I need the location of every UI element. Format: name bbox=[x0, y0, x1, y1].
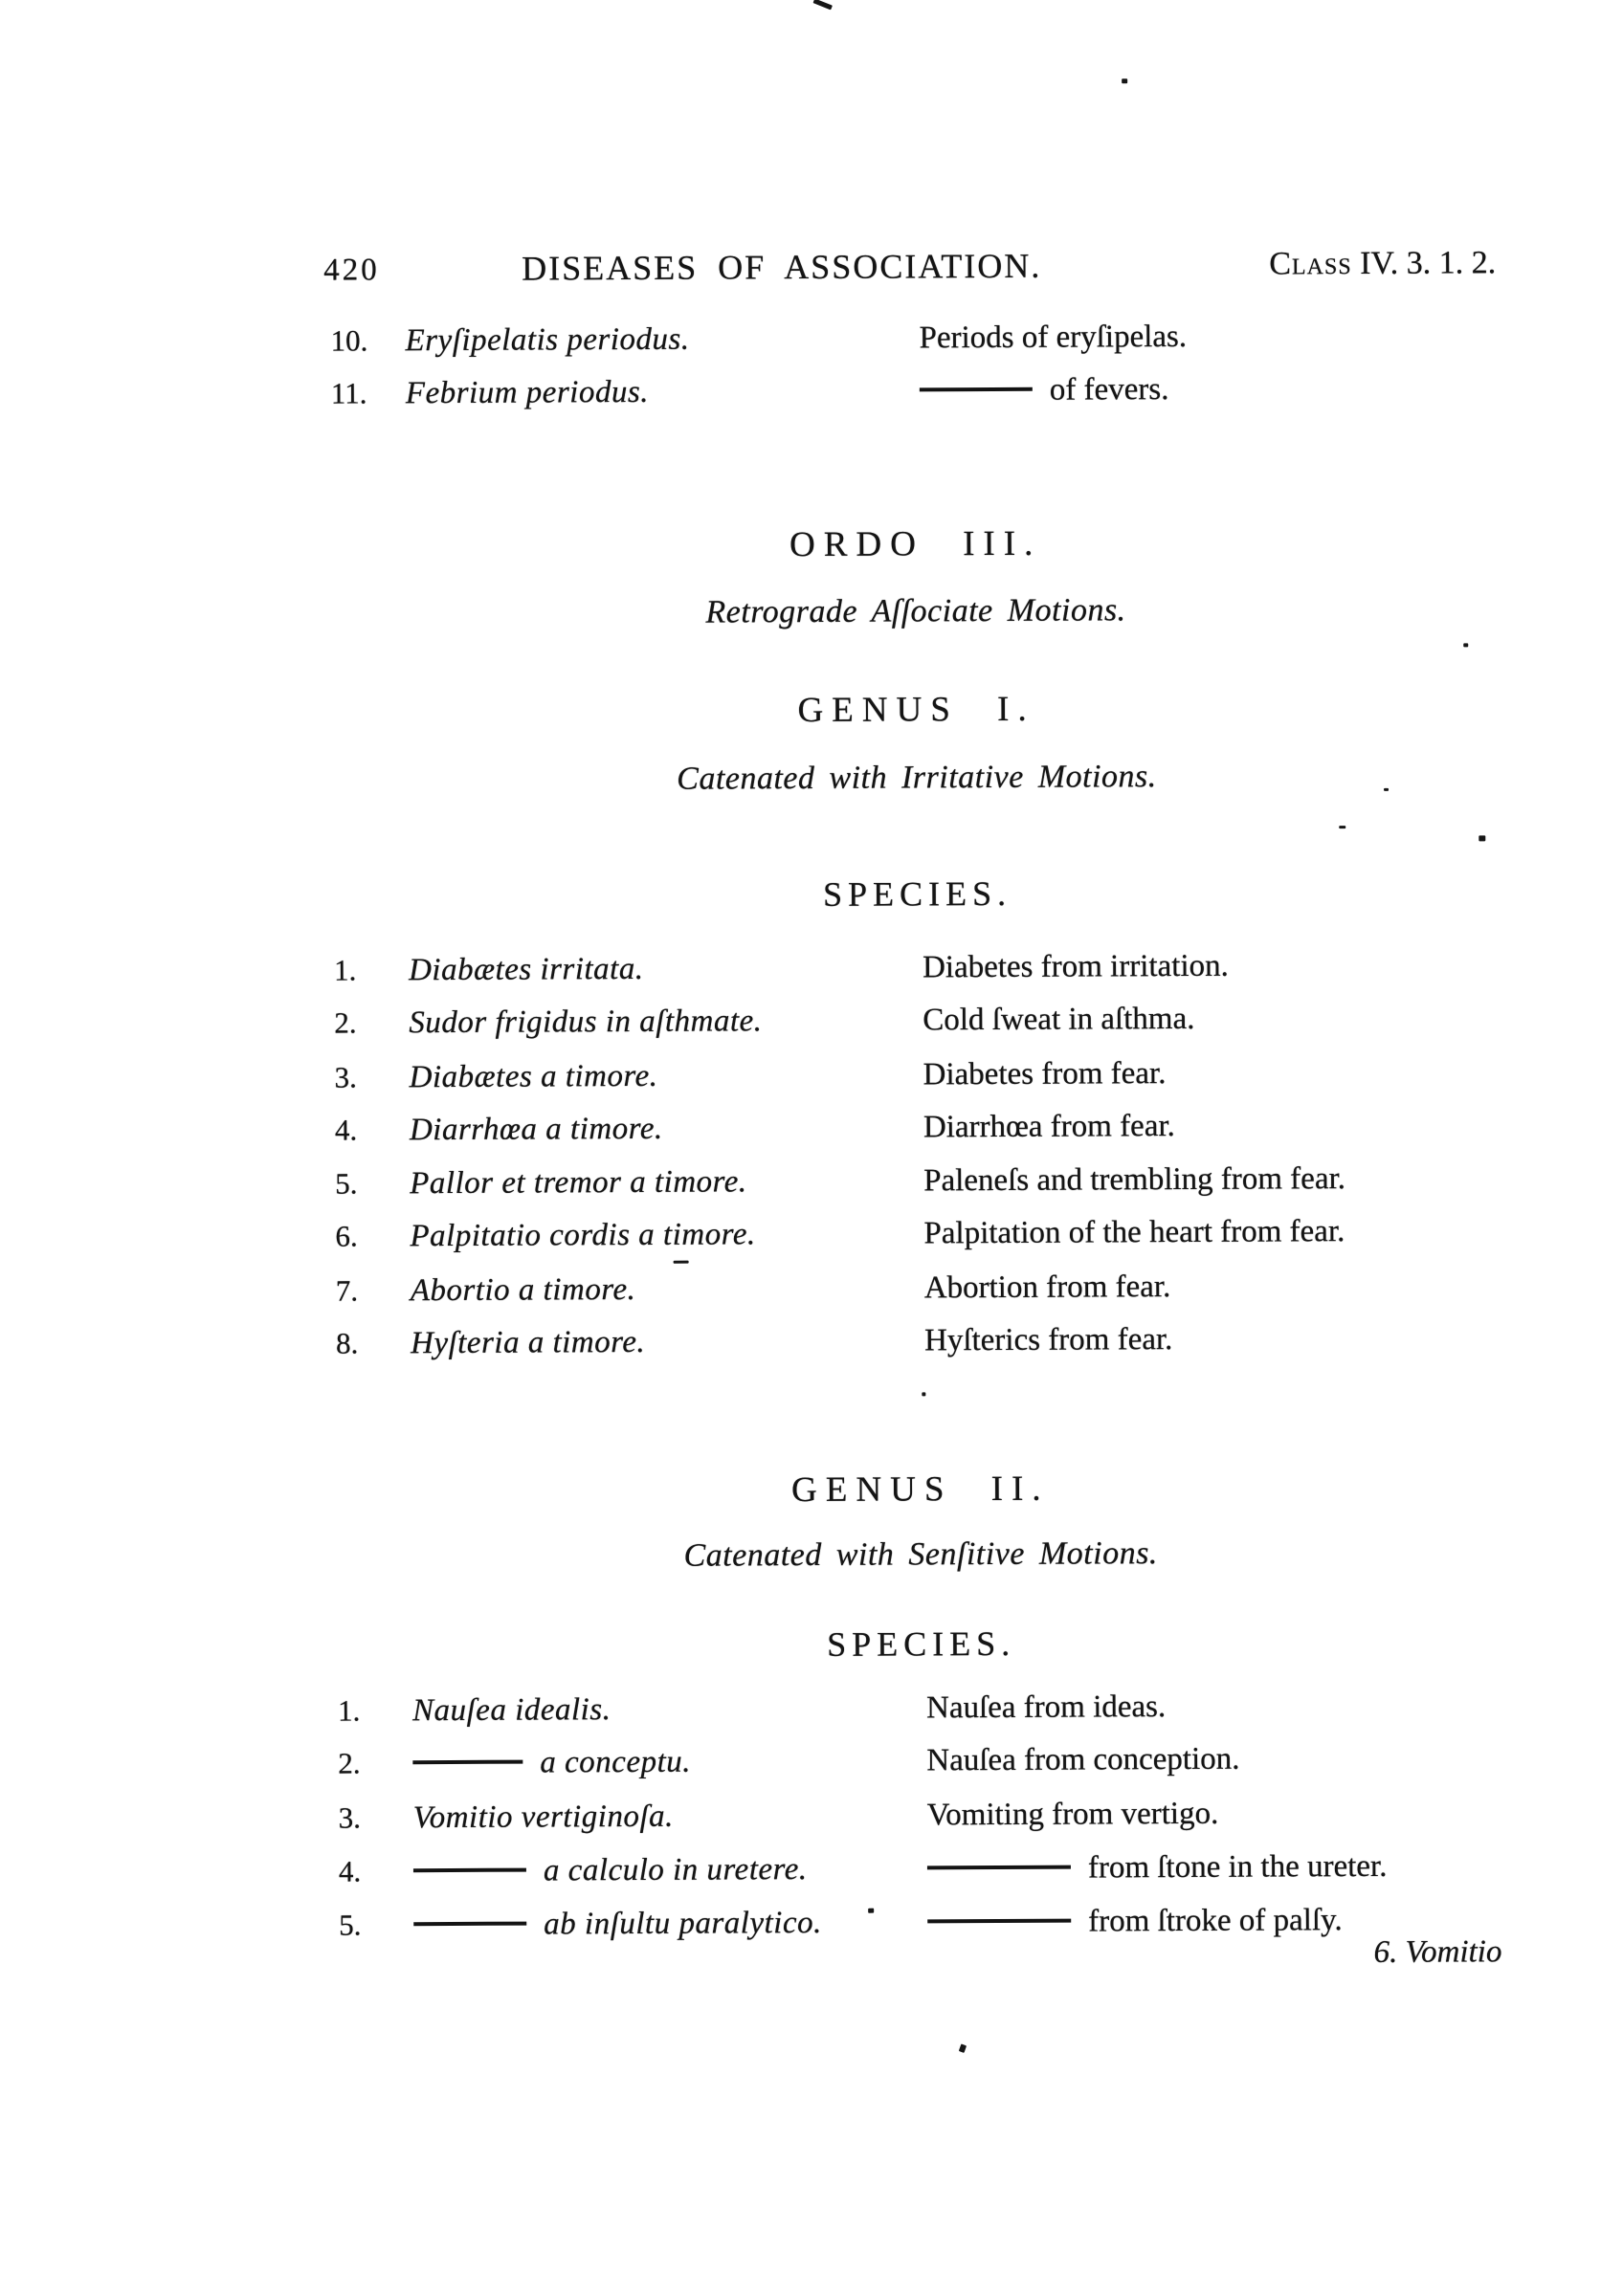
scan-speck bbox=[922, 1392, 925, 1396]
english-term: Nauſea from conception. bbox=[926, 1741, 1240, 1778]
genus2-species-heading: SPECIES. bbox=[827, 1623, 1016, 1664]
list-row bbox=[0, 1160, 1623, 1213]
latin-term: Nauſea idealis. bbox=[411, 1692, 611, 1729]
list-row bbox=[0, 1000, 1622, 1052]
english-term: Nauſea from ideas. bbox=[925, 1689, 1167, 1726]
english-term: Cold ſweat in aſthma. bbox=[923, 1001, 1195, 1038]
latin-term: Diabætes irritata. bbox=[408, 951, 644, 988]
latin-term: ab inſultu paralytico. bbox=[413, 1906, 822, 1943]
genus2-heading: GENUS II. bbox=[791, 1468, 1050, 1511]
english-term: of fevers. bbox=[920, 372, 1169, 408]
item-number: 5. bbox=[335, 1166, 358, 1201]
list-row bbox=[4, 1795, 1623, 1847]
scan-speck bbox=[959, 2043, 967, 2053]
ditto-dash bbox=[920, 387, 1033, 392]
running-title: DISEASES OF ASSOCIATION. bbox=[522, 246, 1042, 288]
page-number: 420 bbox=[323, 253, 380, 288]
latin-term: Febrium periodus. bbox=[405, 374, 650, 411]
english-term: Periods of eryſipelas. bbox=[919, 319, 1188, 356]
english-term: from ſtroke of palſy. bbox=[927, 1903, 1343, 1940]
english-term: Paleneſs and trembling from fear. bbox=[923, 1161, 1346, 1199]
item-number: 5. bbox=[339, 1908, 362, 1942]
item-number: 3. bbox=[334, 1060, 357, 1094]
ditto-dash bbox=[927, 1919, 1071, 1924]
english-term: Abortion from fear. bbox=[923, 1269, 1171, 1306]
latin-term: Hyſteria a timore. bbox=[410, 1324, 646, 1361]
list-row bbox=[1, 1320, 1623, 1373]
ditto-dash bbox=[413, 1922, 526, 1927]
latin-term: Sudor frigidus in aſthmate. bbox=[409, 1004, 763, 1041]
item-number: 6. bbox=[335, 1219, 358, 1253]
ditto-dash bbox=[927, 1866, 1071, 1870]
list-row bbox=[0, 1054, 1623, 1107]
list-row bbox=[3, 1688, 1623, 1740]
class-label: Class bbox=[1269, 246, 1352, 282]
latin-term: Diabætes a timore. bbox=[409, 1058, 658, 1095]
english-term: Vomiting from vertigo. bbox=[926, 1796, 1219, 1833]
item-number: 10. bbox=[330, 323, 368, 358]
scan-speck bbox=[1478, 835, 1485, 841]
item-number: 1. bbox=[337, 1693, 361, 1728]
latin-term: a conceptu. bbox=[412, 1745, 691, 1782]
genus1-subtitle: Catenated with Irritative Motions. bbox=[677, 759, 1157, 797]
item-number: 2. bbox=[338, 1746, 361, 1780]
latin-term: Palpitatio cordis a timore. bbox=[410, 1217, 756, 1254]
list-row bbox=[0, 1107, 1623, 1159]
latin-term: Abortio a timore. bbox=[410, 1271, 636, 1309]
ordo-subtitle: Retrograde Aſſociate Motions. bbox=[705, 592, 1126, 630]
scan-speck bbox=[813, 0, 833, 10]
list-row bbox=[3, 1740, 1623, 1793]
english-term: Hyſterics from fear. bbox=[923, 1322, 1173, 1358]
ordo-heading: ORDO III. bbox=[789, 523, 1042, 565]
item-number: 3. bbox=[338, 1800, 362, 1835]
class-reference bbox=[1269, 245, 1496, 282]
catchword: 6. Vomitio bbox=[1373, 1934, 1502, 1970]
scan-speck bbox=[868, 1909, 874, 1913]
item-number: 1. bbox=[333, 953, 357, 987]
item-number: 7. bbox=[335, 1273, 359, 1308]
latin-term: Eryſipelatis periodus. bbox=[405, 321, 690, 359]
ditto-dash bbox=[413, 1868, 526, 1873]
item-number: 8. bbox=[335, 1326, 359, 1360]
item-number: 4. bbox=[338, 1854, 362, 1888]
scan-speck bbox=[674, 1261, 689, 1264]
item-number: 2. bbox=[334, 1005, 357, 1040]
scan-speck bbox=[1463, 643, 1468, 647]
english-term: from ſtone in the ureter. bbox=[927, 1849, 1388, 1888]
genus1-species-heading: SPECIES. bbox=[822, 873, 1012, 914]
english-term: Diabetes from fear. bbox=[923, 1056, 1167, 1093]
scan-speck bbox=[1122, 78, 1127, 83]
latin-term: Pallor et tremor a timore. bbox=[410, 1164, 747, 1202]
ditto-dash bbox=[412, 1760, 522, 1765]
list-row bbox=[1, 1268, 1623, 1320]
genus2-subtitle: Catenated with Senſitive Motions. bbox=[683, 1535, 1158, 1574]
list-row bbox=[4, 1848, 1623, 1901]
item-number: 4. bbox=[334, 1113, 358, 1147]
scan-speck bbox=[1384, 788, 1389, 791]
list-row bbox=[0, 370, 1619, 423]
item-number: 11. bbox=[330, 376, 367, 410]
latin-term: Vomitio vertiginoſa. bbox=[412, 1799, 674, 1836]
english-term: Palpitation of the heart from fear. bbox=[923, 1214, 1345, 1251]
list-row bbox=[0, 318, 1619, 370]
english-term: Diarrhœa from fear. bbox=[923, 1109, 1175, 1145]
english-term: Diabetes from irritation. bbox=[922, 948, 1229, 985]
list-row bbox=[0, 947, 1622, 1000]
class-number: IV. 3. 1. 2. bbox=[1360, 245, 1497, 281]
scan-speck bbox=[1339, 826, 1345, 828]
latin-term: a calculo in uretere. bbox=[413, 1852, 808, 1889]
list-row bbox=[0, 1213, 1623, 1266]
genus1-heading: GENUS I. bbox=[797, 689, 1035, 731]
latin-term: Diarrhœa a timore. bbox=[409, 1111, 663, 1148]
